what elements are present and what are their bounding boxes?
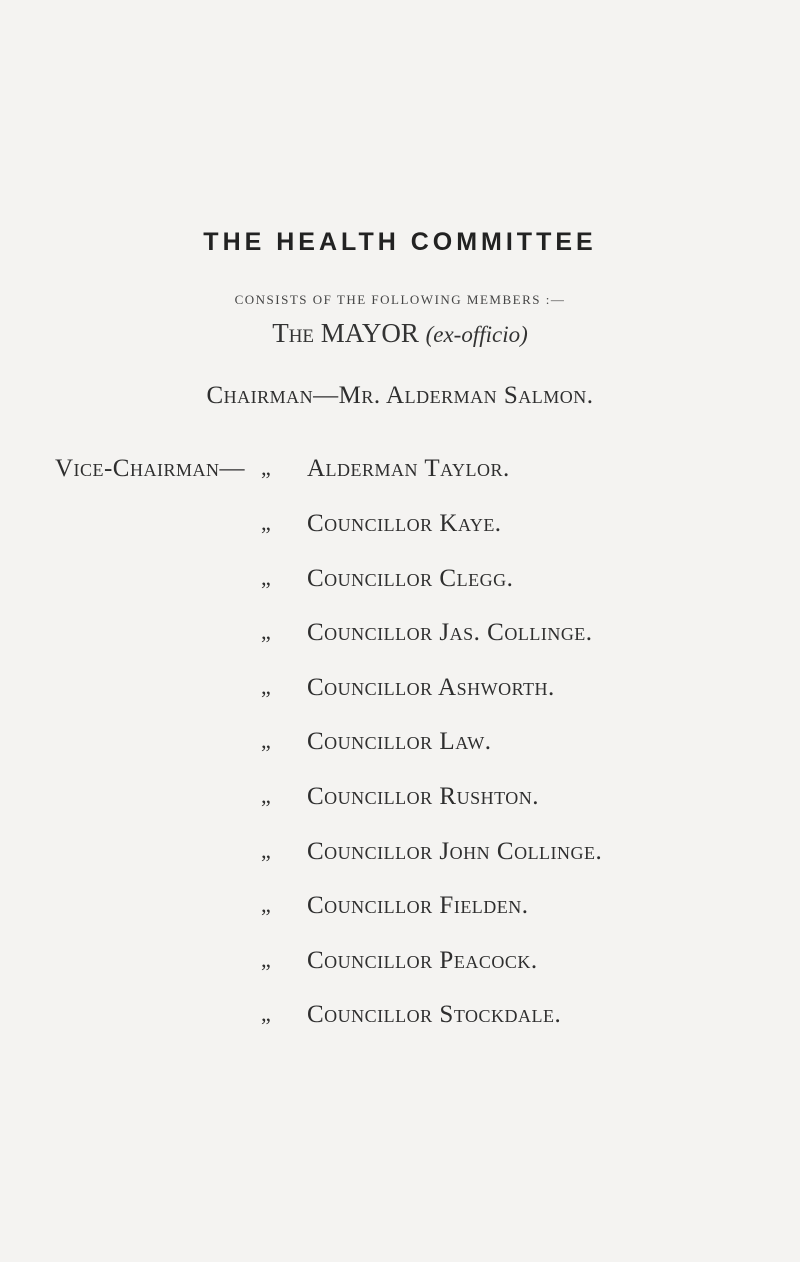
mayor-line — [0, 318, 800, 349]
member-name: Councillor Fielden. — [307, 892, 529, 919]
ditto-mark: „ — [261, 838, 272, 863]
ditto-mark: „ — [261, 674, 272, 699]
mayor-note: (ex-officio) — [425, 322, 528, 347]
ditto-mark: „ — [261, 892, 272, 917]
member-name: Councillor Rushton. — [307, 783, 540, 810]
member-name: Councillor Jas. Collinge. — [307, 619, 593, 646]
ditto-mark: „ — [261, 619, 272, 644]
member-name: Councillor Kaye. — [307, 510, 502, 537]
ditto-mark: „ — [261, 510, 272, 535]
member-name: Councillor Clegg. — [307, 565, 514, 592]
chairman-line: Chairman—Mr. Alderman Salmon. — [206, 382, 594, 409]
member-name: Councillor Stockdale. — [307, 1001, 562, 1028]
vice-chairman-name: Alderman Taylor. — [307, 455, 510, 482]
ditto-mark: „ — [261, 783, 272, 808]
member-name: Councillor Peacock. — [307, 947, 538, 974]
mayor-prefix: The — [272, 318, 315, 348]
vice-chairman-label: Vice-Chairman— — [54, 455, 245, 482]
ditto-mark: „ — [261, 565, 272, 590]
ditto-mark: „ — [261, 947, 272, 972]
member-name: Councillor Law. — [307, 728, 492, 755]
mayor-name: MAYOR — [320, 318, 419, 348]
ditto-mark: „ — [261, 1001, 272, 1026]
member-name: Councillor John Collinge. — [307, 838, 603, 865]
member-name: Councillor Ashworth. — [307, 674, 555, 701]
ditto-mark: „ — [261, 455, 272, 480]
page-title: THE HEALTH COMMITTEE — [203, 228, 597, 256]
subtitle: CONSISTS OF THE FOLLOWING MEMBERS :— — [234, 292, 566, 307]
ditto-mark: „ — [261, 728, 272, 753]
